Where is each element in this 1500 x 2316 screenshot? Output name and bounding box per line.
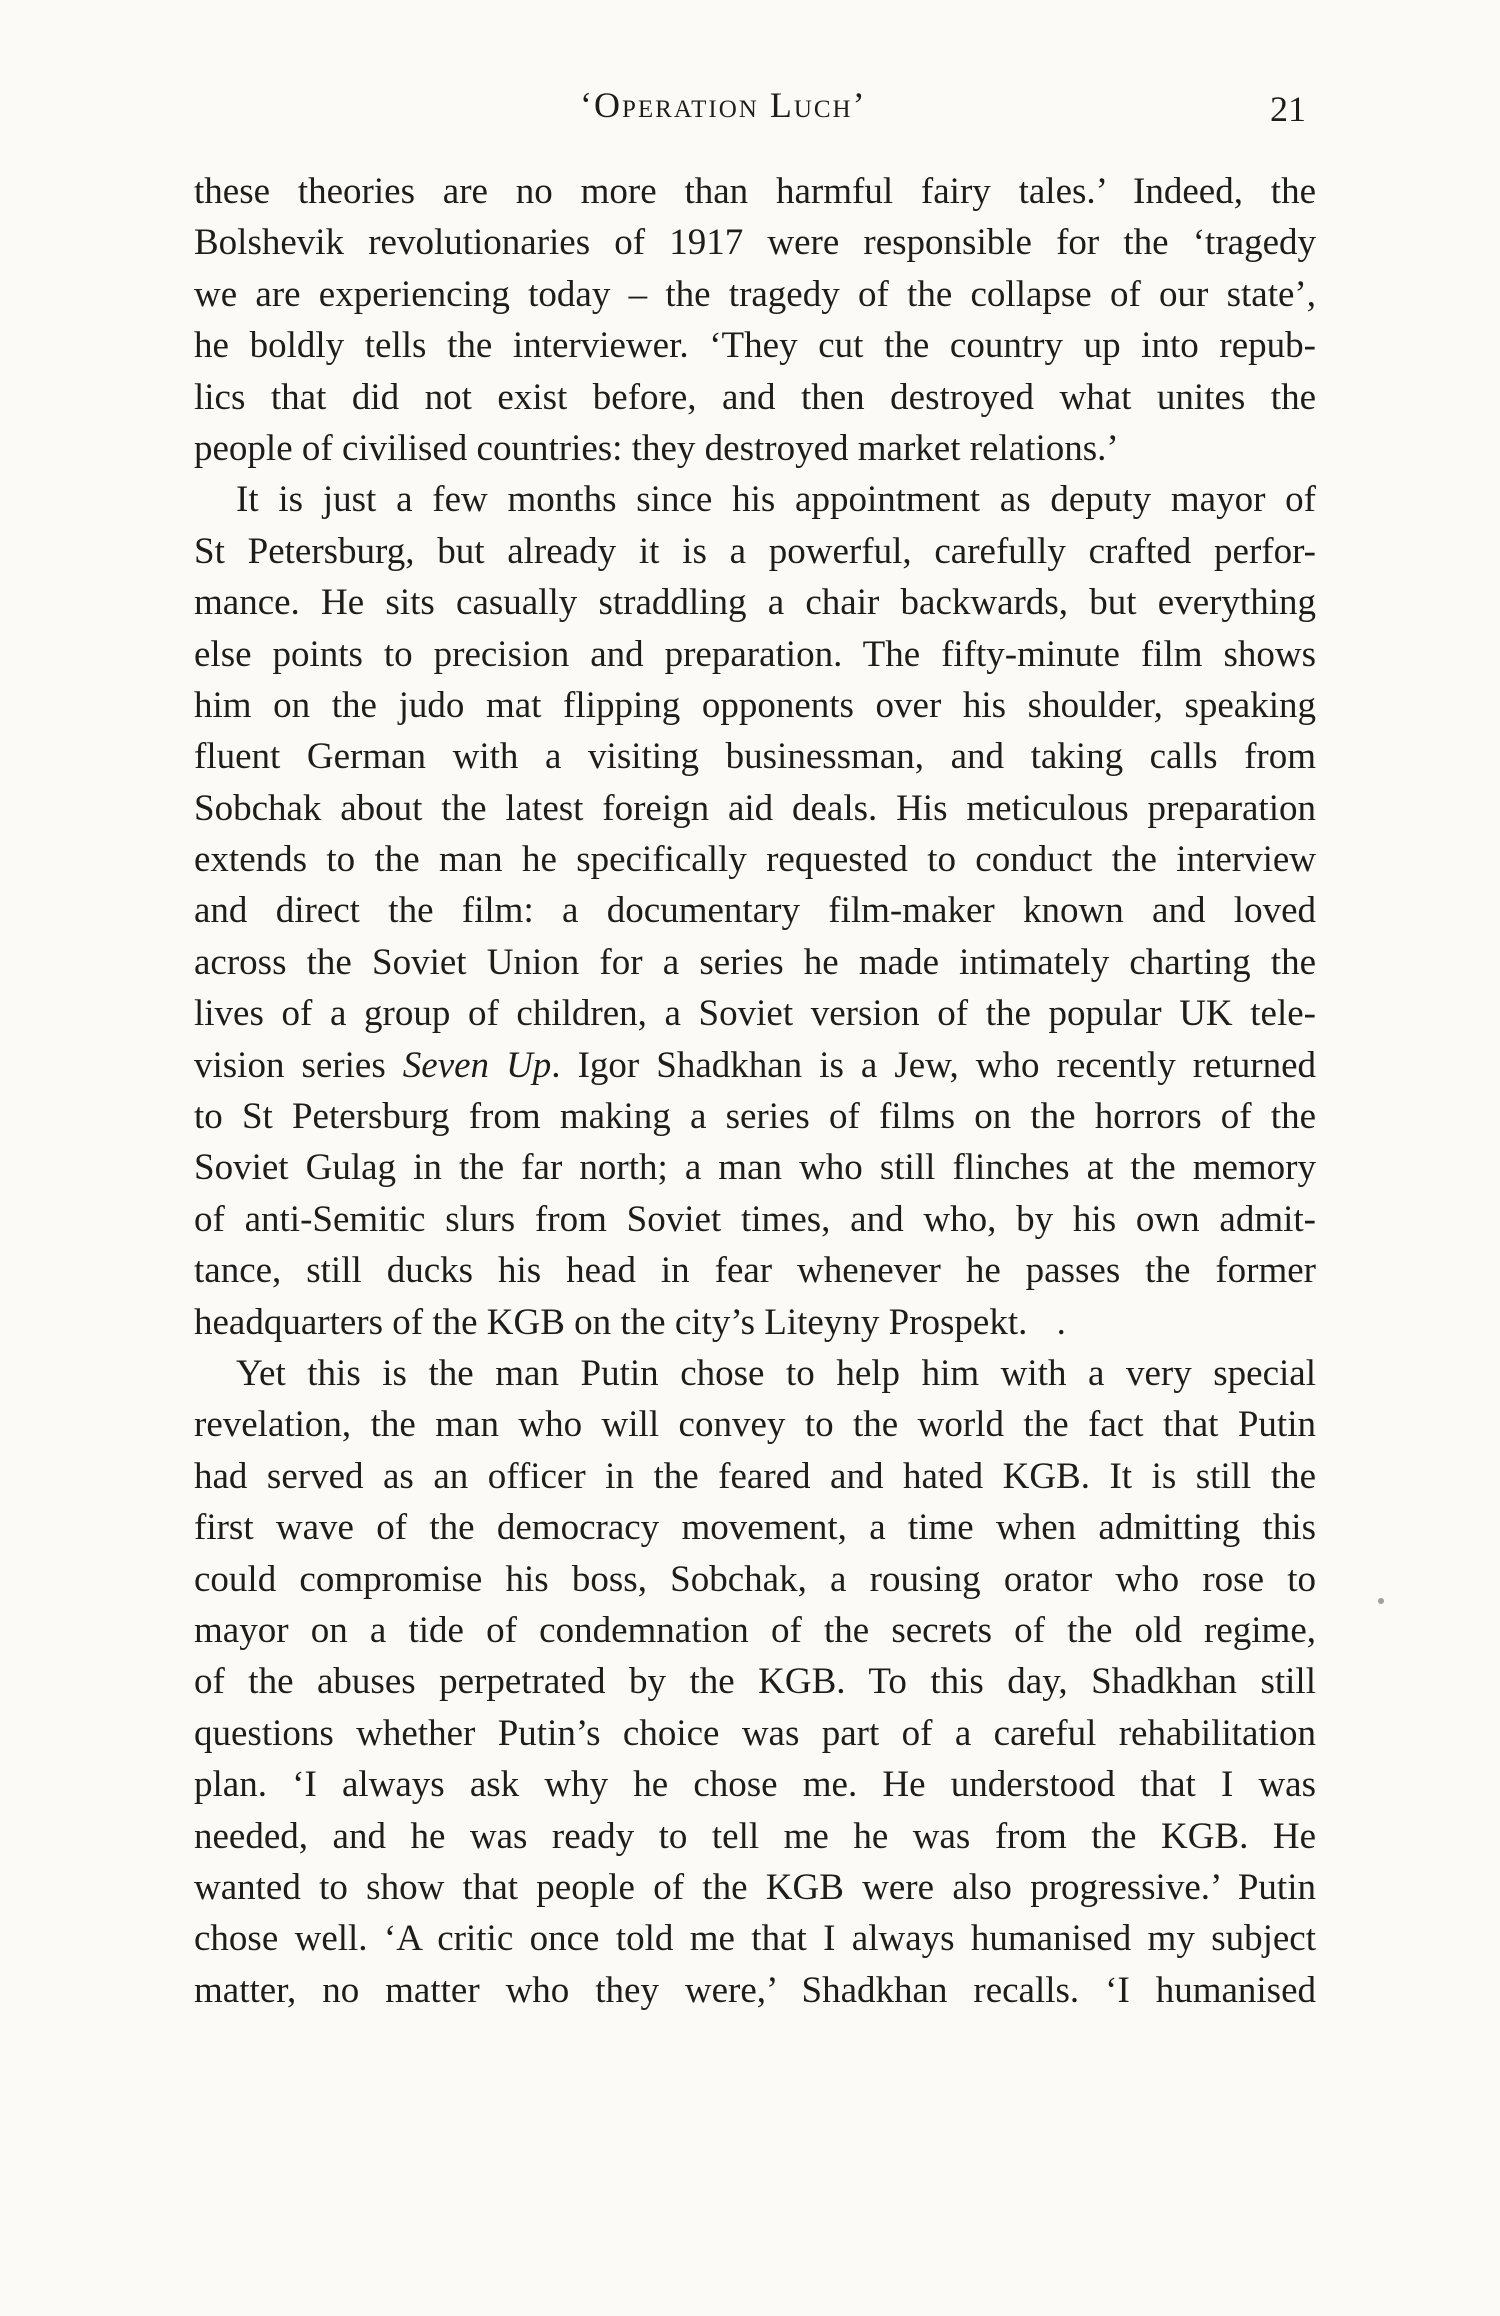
text-line-with-title <box>194 1040 1316 1091</box>
text-line: questions whether Putin’s choice was part of a careful rehabilitation <box>194 1712 1316 1754</box>
text-line: revelation, the man who will convey to the world the fact that Putin <box>194 1404 1316 1446</box>
text-line: could compromise his boss, Sobchak, a rousing orator who rose to <box>194 1558 1316 1600</box>
text-line: else points to precision and preparation. The fifty-minute film shows <box>194 633 1316 675</box>
text-line: lives of a group of children, a Soviet version of the popular UK tele- <box>194 993 1316 1035</box>
text-line: mayor on a tide of condemnation of the secrets of the old regime, <box>194 1609 1316 1651</box>
text-line: Bolshevik revolutionaries of 1917 were responsible for the ‘tragedy <box>194 222 1316 264</box>
text-line: chose well. ‘A critic once told me that I always humanised my subject <box>194 1918 1316 1960</box>
text-line: of anti-Semitic slurs from Soviet times, and who, by his own admit- <box>194 1198 1316 1240</box>
text-line: St Petersburg, but already it is a powerful, carefully crafted perfor- <box>194 530 1316 572</box>
text-line: tance, still ducks his head in fear whenever he passes the former <box>194 1250 1316 1292</box>
text-line: him on the judo mat flipping opponents over his shoulder, speaking <box>194 684 1316 726</box>
text-line: extends to the man he specifically requested to conduct the interview <box>194 839 1316 881</box>
text-line: It is just a few months since his appointment as deputy mayor of <box>236 479 1316 521</box>
text-line: to St Petersburg from making a series of films on the horrors of the <box>194 1096 1316 1138</box>
text-line: Sobchak about the latest foreign aid deals. His meticulous preparation <box>194 787 1316 829</box>
italic-title: Seven Up <box>402 1044 552 1086</box>
text-line: lics that did not exist before, and then destroyed what unites the <box>194 376 1316 418</box>
text-line: Soviet Gulag in the far north; a man who still flinches at the memory <box>194 1147 1316 1189</box>
text-line: of the abuses perpetrated by the KGB. To this day, Shadkhan still <box>194 1661 1316 1703</box>
text-line: mance. He sits casually straddling a chair backwards, but everything <box>194 582 1316 624</box>
page-number: 21 <box>1270 89 1306 129</box>
text-line: Yet this is the man Putin chose to help him with a very special <box>236 1352 1316 1394</box>
text-line <box>194 1297 1316 1348</box>
text-line: these theories are no more than harmful fairy tales.’ Indeed, the <box>194 171 1316 212</box>
text-line: and direct the film: a documentary film-maker known and loved <box>194 890 1316 932</box>
text-line: matter, no matter who they were,’ Shadkhan recalls. ‘I humanised <box>194 1969 1316 2011</box>
body-text <box>194 166 1316 2016</box>
text-fragment: headquarters of the KGB on the city’s Liteyny Prospekt. <box>194 1301 1028 1343</box>
text-line: needed, and he was ready to tell me he was from the KGB. He <box>194 1815 1316 1857</box>
text-line: across the Soviet Union for a series he made intimately charting the <box>194 941 1316 983</box>
running-head <box>0 84 1500 144</box>
text-fragment: vision series <box>194 1044 403 1086</box>
text-line: wanted to show that people of the KGB were also progressive.’ Putin <box>194 1866 1316 1908</box>
text-line: we are experiencing today – the tragedy of the collapse of our state’, <box>194 273 1316 315</box>
text-line: first wave of the democracy movement, a time when admitting this <box>194 1507 1316 1549</box>
text-fragment: . Igor Shadkhan is a Jew, who recently returned <box>551 1044 1316 1086</box>
text-line: plan. ‘I always ask why he chose me. He understood that I was <box>194 1764 1316 1806</box>
chapter-title: ‘Operation Luch’ <box>580 85 867 125</box>
margin-speck <box>1378 1598 1384 1604</box>
text-line: people of civilised countries: they destroyed market relations.’ <box>194 427 1119 469</box>
stray-dot: . <box>1056 1301 1066 1343</box>
text-line: fluent German with a visiting businessman, and taking calls from <box>194 736 1316 778</box>
text-line: had served as an officer in the feared and hated KGB. It is still the <box>194 1455 1316 1497</box>
text-line: he boldly tells the interviewer. ‘They cut the country up into repub- <box>194 325 1316 367</box>
